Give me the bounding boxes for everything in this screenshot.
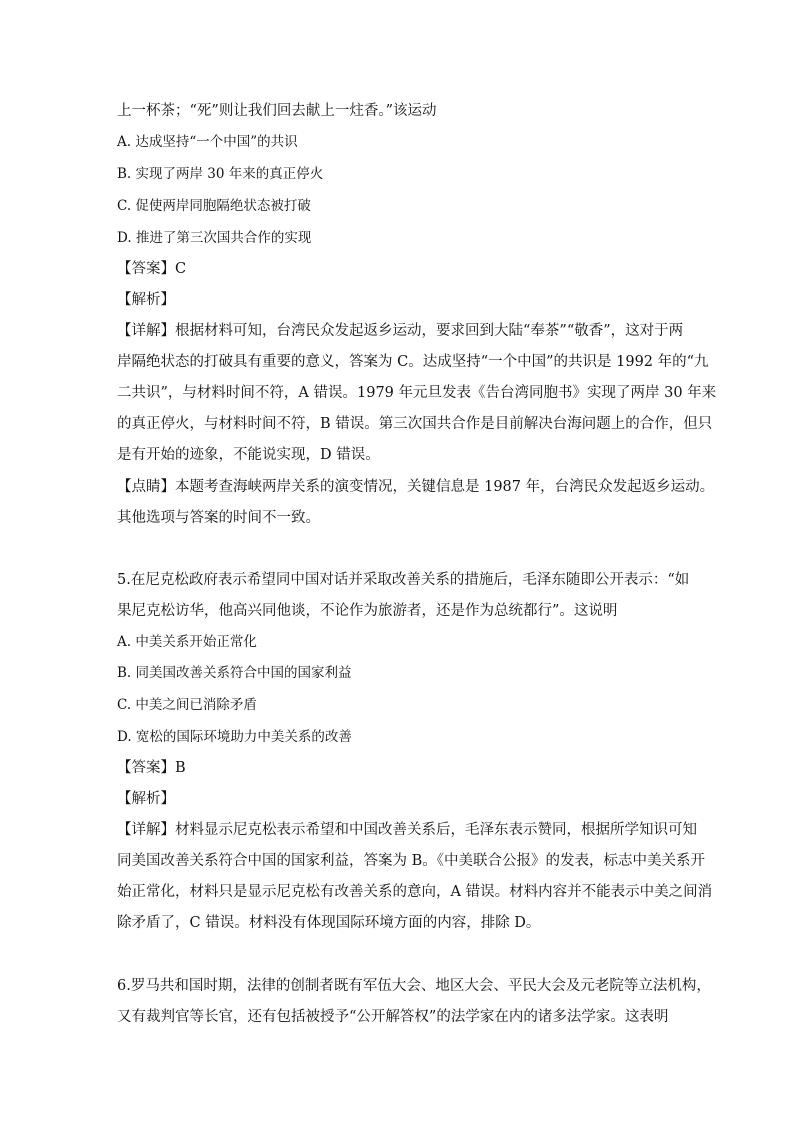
q6-stem-line: 又有裁判官等长官，还有包括被授予“公开解答权”的法学家在内的诸多法学家。这表明 [117,1009,669,1025]
q4-tip-line: 其他选项与答案的时间不一致。 [117,510,320,526]
q4-detail-line: 二共识”，与材料时间不符，A 错误。1979 年元旦发表《告台湾同胞书》实现了两岸 30 年来 [117,385,717,401]
q4-detail-line: 岸隔绝状态的打破具有重要的意义，答案为 C。达成坚持“一个中国”的共识是 1992 年的“九 [117,354,709,370]
q5-option-c: C. 中美之间已消除矛盾 [117,697,257,713]
q5-detail-line: 始正常化，材料只是显示尼克松有改善关系的意向，A 错误。材料内容并不能表示中美之间消 [117,884,713,900]
q4-tip-line: 【点睛】本题考查海峡两岸关系的演变情况，关键信息是 1987 年，台湾民众发起返乡运动。 [117,479,715,495]
q5-analysis-heading: 【解析】 [117,791,175,807]
q5-detail-line: 同美国改善关系符合中国的国家利益，答案为 B。《中美联合公报》的发表，标志中美关系开 [117,853,706,869]
q5-option-a: A. 中美关系开始正常化 [117,634,257,650]
q4-detail-line: 的真正停火，与材料时间不符，B 错误。第三次国共合作是目前解决台海问题上的合作，但只 [117,416,713,432]
q4-analysis-heading: 【解析】 [117,292,175,308]
q4-option-a: A. 达成坚持“一个中国”的共识 [117,134,298,150]
q4-detail-line: 【详解】根据材料可知，台湾民众发起返乡运动，要求回到大陆“奉茶”“敬香”，这对于两 [117,323,684,339]
q5-detail-line: 【详解】材料显示尼克松表示希望和中国改善关系后，毛泽东表示赞同，根据所学知识可知 [117,822,697,838]
q4-detail-line: 是有开始的迹象，不能说实现，D 错误。 [117,447,380,463]
q5-stem-line: 5.在尼克松政府表示希望同中国对话并采取改善关系的措施后，毛泽东随即公开表示：“如 [117,572,690,588]
q4-answer: 【答案】C [117,261,187,277]
q4-stem-tail: 上一杯茶；“死”则让我们回去献上一炷香。”该运动 [117,103,437,119]
q4-option-c: C. 促使两岸同胞隔绝状态被打破 [117,198,311,214]
q5-option-d: D. 宽松的国际环境助力中美关系的改善 [117,729,352,745]
q4-option-d: D. 推进了第三次国共合作的实现 [117,230,312,246]
q5-answer: 【答案】B [117,760,186,776]
q5-option-b: B. 同美国改善关系符合中国的国家利益 [117,665,352,681]
q6-stem-line: 6.罗马共和国时期，法律的创制者既有军伍大会、地区大会、平民大会及元老院等立法机构， [117,978,711,994]
q4-option-b: B. 实现了两岸 30 年来的真正停火 [117,166,324,182]
q5-detail-line: 除矛盾了，C 错误。材料没有体现国际环境方面的内容，排除 D。 [117,915,541,931]
q5-stem-line: 果尼克松访华，他高兴同他谈，不论作为旅游者，还是作为总统都行”。这说明 [117,603,618,619]
